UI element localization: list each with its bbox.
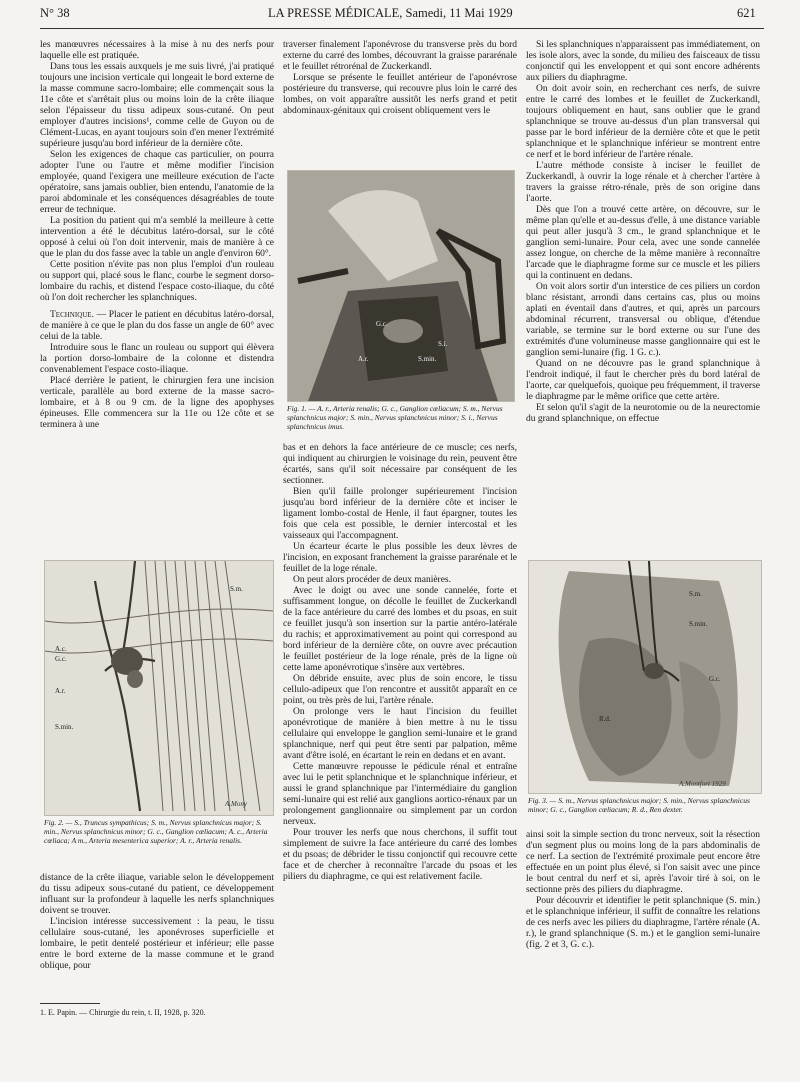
- paragraph: L'incision intéresse successivement : la peau, le tissu cellulaire sous-cutané, les aponévroses superficielle et lombaire, le petit dentelé postérieur et inférieur; elle passe entre le bord externe de la masse commune et le grand oblique, pour: [40, 917, 274, 971]
- paragraph: Dans tous les essais auxquels je me suis livré, j'ai pratiqué toujours une incision verticale qui longeait le bord externe de la masse commune sacro-lombaire; elle commençait sous la 11e côte et s'arrêtait plus ou moins loin de la crête iliaque selon l'épaisseur du tissu adipeux sous-cutané. On peut employer d'autres incisions¹, comme celle de Guyon ou de Clément-Lucas, en ayant toujours soin d'en mener l'extrémité supérieure jusqu'au bord inférieur de la dernière côte.: [40, 62, 274, 149]
- column-1: [40, 40, 274, 431]
- fig3-label-sm: S.m.: [689, 590, 702, 598]
- paragraph: Quand on ne découvre pas le grand splanchnique à l'endroit indiqué, il faut le chercher près du bord latéral de l'aorte, car quelquefois, quoique peu fréquemment, il traverse le diaphragme par le même orifice que cette artère.: [526, 359, 760, 402]
- column-3: [526, 40, 760, 425]
- figure-3-caption: Fig. 3. — S. m., Nervus splanchnicus major; S. min., Nervus splanchnicus minor; G. c., Ganglion cœliacum; R. d., Ren dexter.: [528, 796, 750, 814]
- figure-1-illustration: [287, 170, 515, 402]
- paragraph: On peut alors procéder de deux manières.: [293, 575, 452, 585]
- fig3-label-rd: R.d.: [599, 715, 611, 723]
- header-rule: [40, 28, 764, 29]
- figure-1-caption: Fig. 1. — A. r., Arteria renalis; G. c., Ganglion cœliacum; S. m., Nervus splanchnicus major; S. min., Nervus splanchnicus minor; S. i., Nervus splanchnicus imus.: [287, 404, 503, 431]
- column-2-continued: [283, 443, 517, 883]
- paragraph: Avec le doigt ou avec une sonde cannelée, forte et suffisamment longue, on décolle le feuillet de Zuckerkandl de la face antérieure du carré des lombes et du psoas, en suit ce feuillet jusqu'à son insertion sur la partie antéro-latérale du rachis; et approximativement au point qui correspond au bord inférieur de la dernière côte, on ouvre avec précaution le feuillet postérieur de la loge rénale, près de la ligne où cette lame aponévrotique s'insère aux vertèbres.: [283, 586, 517, 673]
- technique-paragraph: [40, 310, 274, 343]
- paragraph: Et selon qu'il s'agit de la neurotomie ou de la neurectomie du grand splanchnique, on effectue: [526, 403, 760, 424]
- fig1-label-gc: G.c.: [376, 320, 388, 328]
- paragraph: L'autre méthode consiste à inciser le feuillet de Zuckerkandl, à ouvrir la loge rénale et à chercher l'artère à travers la graisse rétro-rénale, près de son origine dans l'aorte.: [526, 161, 760, 204]
- fig1-label-ar: A.r.: [358, 355, 369, 363]
- paragraph: distance de la crête iliaque, variable selon le développement du tissu adipeux sous-cutané du patient, ce développement influant sur la profondeur à laquelle les nerfs splanchniques doivent se trouver.: [40, 873, 274, 916]
- paragraph: Pour découvrir et identifier le petit splanchnique (S. min.) et le splanchnique inférieur, il suffit de connaître les relations de ces nerfs avec les piliers du diaphragme, l'artère rénale (A. r.), le grand splanchnique (S. m.) et le ganglion semi-lunaire (fig. 2 et 3, G. c.).: [526, 896, 760, 950]
- paragraph: On débride ensuite, avec plus de soin encore, le tissu cellulo-adipeux que l'on rencontre et aussitôt apparaît en ce point, ou très près de lui, l'artère rénale.: [283, 674, 517, 706]
- fig3-label-gc: G.c.: [709, 675, 721, 683]
- paragraph: On prolonge vers le haut l'incision du feuillet aponévrotique de manière à bien mettre à nu le tissu cellulaire qui enveloppe le ganglion semi-lunaire et le grand splanchnique, nerf qui peut être senti par palpation, même avant d'être isolé, en écartant le rein en dedans et en avant.: [283, 707, 517, 761]
- fig2-label-gc: G.c.: [55, 655, 67, 663]
- fig1-label-smin: S.min.: [418, 355, 437, 363]
- paragraph: Un écarteur écarte le plus possible les deux lèvres de l'incision, en exposant franchement la graisse pararénale et le feuillet de la loge rénale.: [283, 542, 517, 574]
- technique-heading: Technique.: [50, 310, 94, 320]
- paragraph: Dès que l'on a trouvé cette artère, on découvre, sur le même plan qu'elle et au-dessus d'elle, à une distance variable qui peut aller jusqu'à 3 cm., le grand splanchnique et le ganglion semi-lunaire. Pour cela, avec une sonde cannelée assez longue, on cherche de la même manière à reconnaître l'arcade que le diaphragme forme sur ce muscle et les piliers qui la continuent en dedans.: [526, 205, 760, 281]
- paragraph: traverser finalement l'aponévrose du transverse près du bord externe du carré des lombes, découvrant la graisse pararénale et le feuillet rétrorénal de Zuckerkandl.: [283, 40, 517, 72]
- paragraph: ainsi soit la simple section du tronc nerveux, soit la résection d'un segment plus ou moins long de la pars abdominalis de ce nerf. La section de l'extrémité proximale peut encore être effectuée en un point plus élevé, si l'on saisit avec une pince le bout central du nerf et si, après l'avoir tiré à soi, on le sectionne près des piliers du diaphragme.: [526, 830, 760, 895]
- paragraph: On voit alors sortir d'un interstice de ces piliers un cordon blanc résistant, arrondi dans certains cas, plus ou moins aplati en éventail dans d'autres, et qui, après un parcours abdominal récurrent, transversal ou oblique, d'étendue variable, se termine sur le bord externe ou sur l'une des extrémités d'une volumineuse masse ganglionnaire qui est le ganglion semi-lunaire (fig. 1 G. c.).: [526, 282, 760, 358]
- paragraph: bas et en dehors la face antérieure de ce muscle; ces nerfs, qui indiquent au chirurgien le voisinage du rein, peuvent être écartés, sans qu'il soit nécessaire par conséquent de les sectionner.: [283, 443, 517, 486]
- fig2-label-ac: A.c.: [55, 645, 67, 653]
- paragraph: Introduire sous le flanc un rouleau ou support qui élèvera la portion dorso-lombaire de la colonne et distendra convenablement l'espace costo-iliaque.: [40, 343, 274, 375]
- journal-title: LA PRESSE MÉDICALE, Samedi, 11 Mai 1929: [268, 6, 513, 20]
- fig2-signature: A.Mony: [225, 800, 247, 808]
- footnote: 1. E. Papin. — Chirurgie du rein, t. II, 1928, p. 320.: [40, 1008, 206, 1017]
- figure-2-illustration: [44, 560, 274, 816]
- fig1-label-si: S.i.: [438, 340, 448, 348]
- paragraph: Bien qu'il faille prolonger supérieurement l'incision jusqu'au bord inférieur de la dernière côte et inciser le ligament lombo-costal de Henle, il faut épargner, toutes les fois que cela est possible, le dernier intercostal et les vaisseaux qui l'accompagnent.: [283, 487, 517, 541]
- paragraph: Cette position n'évite pas non plus l'emploi d'un rouleau ou support qui, placé sous le flanc, courbe le segment dorso-lombaire du rachis, et distend l'espace costo-iliaque, du côté où l'on doit rechercher les splanchniques.: [40, 260, 274, 303]
- paragraph: Lorsque se présente le feuillet antérieur de l'aponévrose postérieure du transverse, qui recouvre plus loin le carré des lombes, on voit apparaître aussitôt les nerfs grand et petit abdominaux-génitaux qui croisent obliquement vers le: [283, 73, 517, 116]
- page-header: [40, 6, 760, 26]
- fig2-label-ar: A.r.: [55, 687, 66, 695]
- fig3-signature: A.Montfort 1929: [679, 780, 726, 788]
- paragraph: Placé derrière le patient, le chirurgien fera une incision verticale, parallèle au bord externe de la masse sacro-lombaire, et à 8 ou 9 cm. de la ligne des apophyses épineuses. Elle commencera sur la 11e ou 12e côte et se terminera à une: [40, 376, 274, 430]
- issue-number: N° 38: [40, 6, 70, 20]
- figure-3-illustration: [528, 560, 762, 794]
- column-2: [283, 40, 517, 117]
- paragraph: Selon les exigences de chaque cas particulier, on pourra adopter l'une ou l'autre et même modifier l'incision employée, quand l'exigera une meilleure exécution de l'acte opératoire, sans jamais oublier, bien entendu, l'anatomie de la paroi abdominale et les conséquences désagréables de toute erreur de technique.: [40, 150, 274, 215]
- paragraph: les manœuvres nécessaires à la mise à nu des nerfs pour laquelle elle est pratiquée.: [40, 40, 274, 61]
- paragraph: La position du patient qui m'a semblé la meilleure à cette intervention a été le décubitus latéro-dorsal, sur le côté opposé à celui où l'on doit intervenir, mais de manière à ce que le plan du dos fasse avec la table un angle d'environ 60°.: [40, 216, 274, 259]
- figure-2-caption: Fig. 2. — S., Truncus sympathicus; S. m., Nervus splanchnicus major; S. min., Nervus splanchnicus minor; G. c., Ganglion cœliacum; A. c., Arteria cœliaca; A m., Arteria mesenterica superior; A. r., Arteria renalis.: [44, 818, 268, 845]
- technique-text: — Placer le patient en décubitus latéro-dorsal, de manière à ce que le plan du dos fasse un angle de 60° avec celui de la table.: [40, 310, 274, 342]
- paragraph: Si les splanchniques n'apparaissent pas immédiatement, on les isole alors, avec la sonde, du milieu des faisceaux de tissu conjonctif qui les enveloppent et qui sont encore adhérents aux piliers du diaphragme.: [526, 40, 760, 83]
- column-1-continued: [40, 873, 274, 972]
- fig2-label-smin: S.min.: [55, 723, 74, 731]
- fig2-label-sm: S.m.: [230, 585, 243, 593]
- column-3-continued: [526, 830, 760, 951]
- paragraph: Pour trouver les nerfs que nous cherchons, il suffit tout simplement de suivre la face antérieure du carré des lombes et du psoas; de débrider le tissu conjonctif qui recouvre cette face et de chercher à reconnaître l'arcade du psoas et les piliers du diaphragme, ce qui est relativement facile.: [283, 828, 517, 882]
- page-number: 621: [737, 6, 756, 20]
- fig3-label-smin: S.min.: [689, 620, 708, 628]
- footnote-rule: [40, 1003, 100, 1004]
- paragraph: Cette manœuvre repousse le pédicule rénal et entraîne avec lui le petit splanchnique et le splanchnique inférieur, et aussi le grand splanchnique par l'intermédiaire du ganglion semi-lunaire qui est relié aux ganglions aortico-rénaux par un prolongement ganglionnaire ou simplement par un cordon nerveux.: [283, 762, 517, 827]
- paragraph: On doit avoir soin, en recherchant ces nerfs, de suivre entre le carré des lombes et le feuillet de Zuckerkandl, toujours obliquement en haut, sans oublier que le grand splanchnique se trouve au-dessus d'un plan transversal qui passe par le bord inférieur de la dernière côte et que le petit splanchnique et le splanchnique inférieur se montrent entre ce nerf et le bord inférieur de l'artère rénale.: [526, 84, 760, 160]
